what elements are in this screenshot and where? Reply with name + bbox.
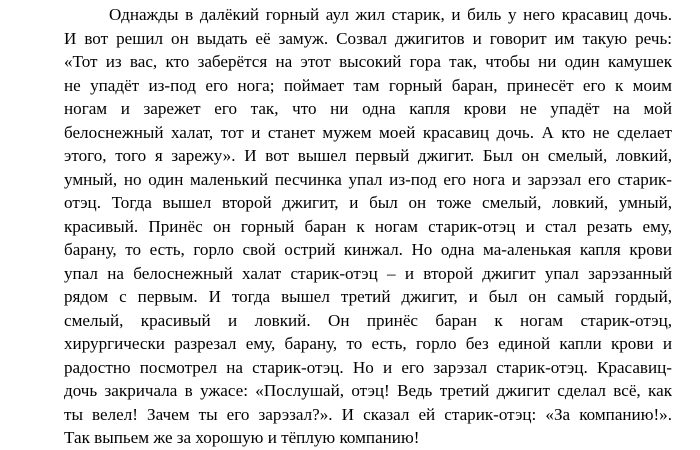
text-line: рядом с первым. И тогда вышел третий джигит, и был он самый гордый,	[64, 287, 672, 306]
text-line: дочь закричала в ужасе: «Послушай, отэц! Ведь третий джигит сделал всё, как	[64, 381, 672, 400]
text-line: барану, то есть, горло свой острий кинжал. Но одна ма-аленькая капля крови	[64, 240, 672, 259]
text-line: белоснежный халат, тот и станет мужем моей красавиц дочь. А кто не сделает	[64, 122, 672, 142]
text-line: умный, но один маленький песчинка упал из-под его нога и зарэзал его старик-	[64, 169, 672, 189]
text-line: красивый. Принёс он горный баран к ногам старик-отэц и стал резать ему,	[64, 216, 672, 236]
text-line: Так выпьем же за хорошую и тёплую компанию!	[64, 428, 420, 447]
text-line: радостно посмотрел на старик-отэц. Но и его зарэзал старик-отэц. Красавиц-	[64, 357, 672, 377]
text-line: не упадёт из-под его нога; поймает там горный баран, принесёт его к моим	[64, 75, 672, 95]
text-line: Однажды в далёкий горный аул жил старик, и биль у него красавиц дочь.	[109, 5, 672, 24]
text-line: «Тот из вас, кто заберётся на этот высокий гора так, чтобы ни один камушек	[64, 52, 672, 71]
text-line: отэц. Тогда вышел второй джигит, и был он тоже смелый, ловкий, умный,	[64, 193, 672, 212]
story-paragraph	[64, 3, 672, 450]
text-line: ногам и зарежет его так, что ни одна капля крови не упадёт на мой	[64, 99, 672, 118]
text-line: ты велел! Зачем ты его зарэзал?». И сказал ей старик-отэц: «За компанию!».	[64, 404, 672, 424]
text-line: смелый, красивый и ловкий. Он принёс баран к ногам старик-отэц,	[64, 310, 672, 330]
text-line: упал на белоснежный халат старик-отэц – и второй джигит упал зарэзанный	[64, 263, 672, 283]
text-line: хирургически разрезал ему, барану, то есть, горло без единой капли крови и	[64, 334, 672, 353]
text-line: И вот решил он выдать её замуж. Созвал джигитов и говорит им такую речь:	[64, 28, 672, 48]
text-line: этого, того я зарежу». И вот вышел первый джигит. Был он смелый, ловкий,	[64, 146, 672, 165]
